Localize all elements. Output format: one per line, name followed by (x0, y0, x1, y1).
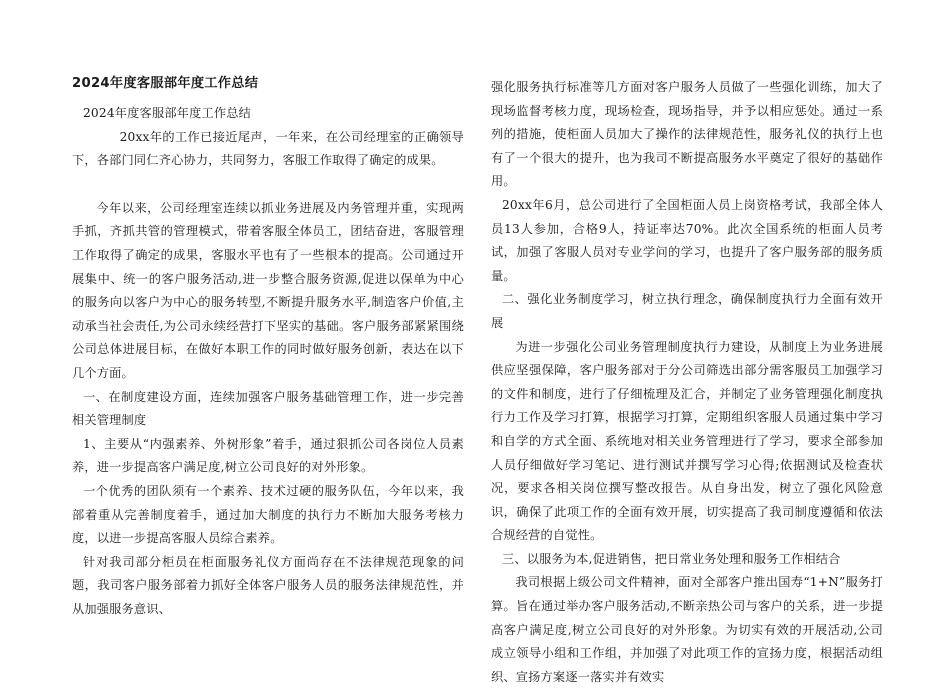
subtitle-paragraph: 2024年度客服部年度工作总结 (82, 106, 252, 120)
section-heading-2: 二、强化业务制度学习，树立执行理念，确保制度执行力全面有效开展 (491, 292, 883, 330)
section-heading-1: 一、在制度建设方面，连续加强客户服务基础管理工作，进一步完善相关管理制度 (72, 389, 464, 428)
left-column (72, 74, 464, 621)
service-plan-paragraph: 我司根据上级公司文件精神，面对全部客户推出国寿“1+N”服务打算。旨在通过举办客户服务活动,不断亲热公司与客户的关系，进一步提高客户满足度,树立公司良好的对外形象。为切实有效的开展活动,公司成立领导小组和工作组，并加强了对此项工作的宣扬力度，根据活动组织、宣扬方案逐一落实并有效实 (491, 575, 883, 684)
training-paragraph: 强化服务执行标准等几方面对客户服务人员做了一些强化训练，加大了现场监督考核力度，现场检查，现场指导，并予以相应惩处。通过一系列的措施，使柜面人员加大了操作的法律规范性，服务礼仪的执行上也有了一个很大的提升，也为我司不断提高服务水平奠定了很好的基础作用。 (491, 80, 883, 189)
section-heading-3: 三、以服务为本,促进销售，把日常业务处理和服务工作相结合 (501, 551, 841, 566)
etiquette-paragraph: 针对我司部分柜员在柜面服务礼仪方面尚存在不法律规范现象的问题，我司客户服务部着力抓好全体客户服务人员的服务法律规范性，并从加强服务意识、 (72, 554, 464, 616)
document-title: 2024年度客服部年度工作总结 (72, 76, 259, 91)
overview-paragraph: 今年以来，公司经理室连续以抓业务进展及内务管理并重，实现两手抓，齐抓共管的管理模式，带着客服全体员工，团结奋进，客服管理工作取得了确定的成果，客服水平也有了一些根本的提高。公司通过开展集中、统一的客户服务活动,进一步整合服务资源,促进以保单为中心的服务向以客户为中心的服务转型,不断提升服务水平,制造客户价值,主动承当社会责任,为公司永续经营打下坚实的基础。客户服务部紧紧围绕公司总体进展目标，在做好本职工作的同时做好服务创新，表达在以下几个方面。 (72, 200, 464, 380)
team-paragraph: 一个优秀的团队须有一个素养、技术过硬的服务队伍，今年以来，我部着重从完善制度着手，通过加大制度的执行力不断加大服务考核力度，以进一步提高客服人员综合素养。 (72, 483, 464, 546)
subsection-heading-1-1: 1、主要从“内强素养、外树形象”着手，通过狠抓公司各岗位人员素养，进一步提高客户满足度,树立公司良好的对外形象。 (72, 436, 464, 475)
right-column (491, 76, 883, 689)
exam-paragraph: 20xx年6月，总公司进行了全国柜面人员上岗资格考试，我部全体人员13人参加，合格9人，持证率达70%。此次全国系统的柜面人员考试，加强了客服人员对专业学问的学习，也提升了客户服务部的服务质量。 (491, 197, 883, 283)
study-paragraph: 为进一步强化公司业务管理制度执行力建设，从制度上为业务进展供应坚强保障，客户服务部对于分公司筛选出部分需客服员工加强学习的文件和制度，进行了仔细梳理及汇合，并制定了业务管理强化制度执行力工作及学习打算，根据学习打算，定期组织客服人员通过集中学习和自学的方式全面、系统地对相关业务管理进行了学习，要求全部参加人员仔细做好学习笔记、进行测试并撰写学习心得;依据测试及检查状况，要求各相关岗位撰写整改报告。从自身出发，树立了强化风险意识，确保了此项工作的全面有效开展，切实提高了我司制度遵循和依法合规经营的自觉性。 (491, 339, 883, 543)
paragraph-gap (72, 173, 464, 197)
intro-paragraph: 20xx年的工作已接近尾声，一年来，在公司经理室的正确领导下，各部门同仁齐心协力，共同努力，客服工作取得了确定的成果。 (72, 129, 464, 168)
